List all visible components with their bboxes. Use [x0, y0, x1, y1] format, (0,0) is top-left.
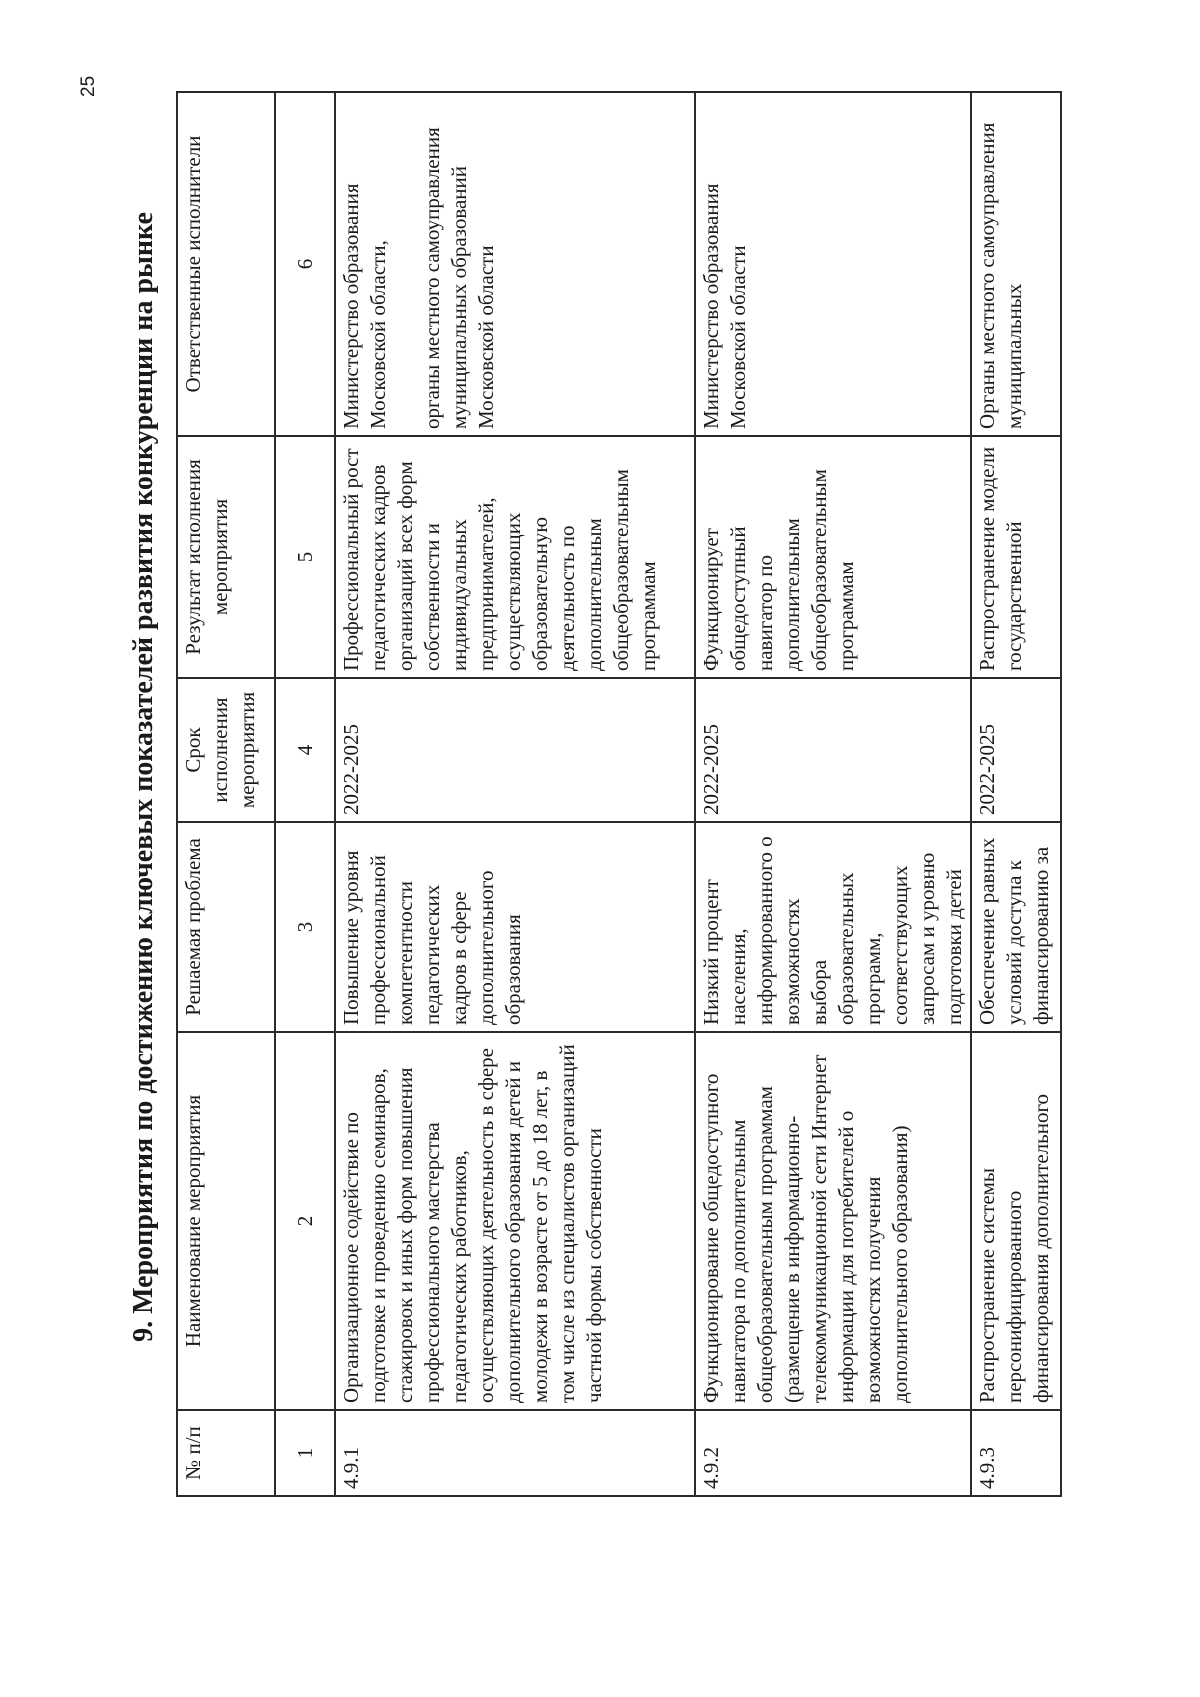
measures-table	[176, 91, 1062, 1497]
row-result: Функционирует общедоступный навигатор по дополнительным общеобразовательным программам	[695, 436, 971, 678]
row-id: 4.9.2	[695, 1410, 971, 1496]
column-number: 5	[275, 436, 335, 678]
column-number: 3	[275, 822, 335, 1032]
row-id: 4.9.3	[971, 1410, 1061, 1496]
row-term: 2022-2025	[335, 678, 695, 822]
row-measure-name: Организационное содействие по подготовке и проведению семинаров, стажировок и иных форм повышения профессионального мастерства педагогических работников, осуществляющих деятельность в сфере дополнительного образования детей и молодежи в возрасте от 5 до 18 лет, в том числе из специалистов организаций частной формы собственности	[335, 1032, 695, 1410]
row-result: Распространение модели государственной	[971, 436, 1061, 678]
table-row	[971, 92, 1061, 1496]
table-header-row	[177, 92, 275, 1496]
column-number: 6	[275, 92, 335, 436]
row-problem: Обеспечение равных условий доступа к финансированию за	[971, 822, 1061, 1032]
row-executor-secondary: органы местного самоуправления муниципальных образований Московской области	[420, 127, 498, 429]
row-measure-name: Распространение системы персонифицированного финансирования дополнительного	[971, 1032, 1061, 1410]
row-measure-name: Функционирование общедоступного навигатора по дополнительным общеобразовательным программам (размещение в информационно-телекоммуникационной сети Интернет информации для потребителей о возможностях получения дополнительного образования)	[695, 1032, 971, 1410]
column-number: 1	[275, 1410, 335, 1496]
header-measure-name: Наименование мероприятия	[177, 1032, 275, 1410]
header-problem: Решаемая проблема	[177, 822, 275, 1032]
row-problem: Повышение уровня профессиональной компетентности педагогических кадров в сфере дополнительного образования	[335, 822, 695, 1032]
row-result: Профессиональный рост педагогических кадров организаций всех форм собственности и индивидуальных предпринимателей, осуществляющих образовательную деятельность по дополнительным общеобразовательным программам	[335, 436, 695, 678]
column-number: 2	[275, 1032, 335, 1410]
row-executor-primary: Министерство образования Московской области,	[339, 183, 390, 429]
column-numbers-row	[275, 92, 335, 1496]
row-term: 2022-2025	[695, 678, 971, 822]
header-result: Результат исполнения мероприятия	[177, 436, 275, 678]
row-executors: Органы местного самоуправления муниципальных	[971, 92, 1061, 436]
header-executors: Ответственные исполнители	[177, 92, 275, 436]
page-number: 25	[78, 75, 99, 97]
header-term: Срок исполнения мероприятия	[177, 678, 275, 822]
table-row	[335, 92, 695, 1496]
section-title: 9. Мероприятия по достижению ключевых показателей развития конкуренции на рынке	[128, 212, 159, 1342]
table-row	[695, 92, 971, 1496]
header-number: № п/п	[177, 1410, 275, 1496]
row-id: 4.9.1	[335, 1410, 695, 1496]
row-problem: Низкий процент населения, информированного о возможностях выбора образовательных программ, соответствующих запросам и уровню подготовки детей	[695, 822, 971, 1032]
row-term: 2022-2025	[971, 678, 1061, 822]
column-number: 4	[275, 678, 335, 822]
row-executors	[335, 92, 695, 436]
row-executors: Министерство образования Московской области	[695, 92, 971, 436]
